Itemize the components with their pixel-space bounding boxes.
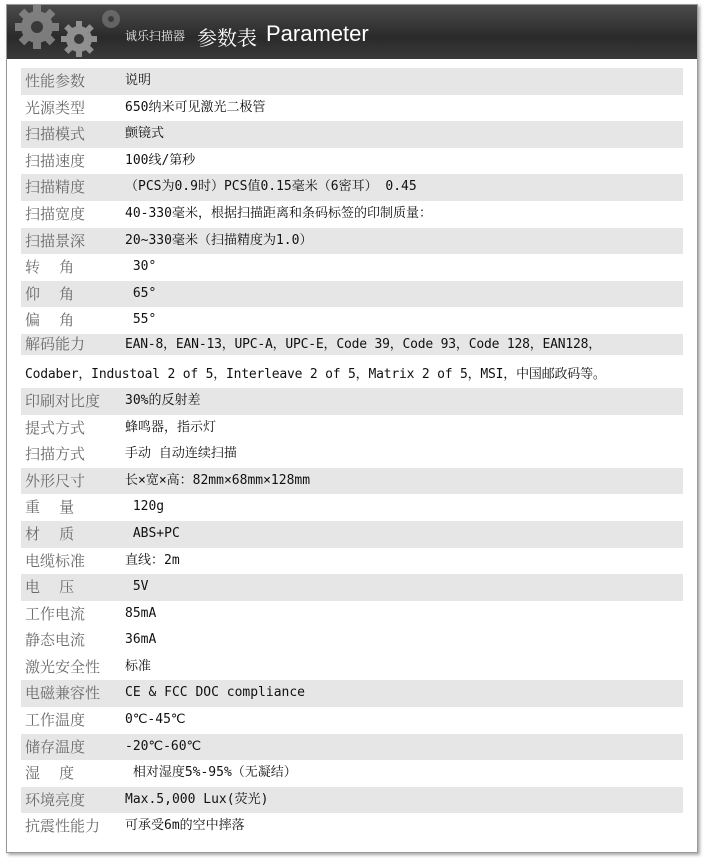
row-value: 85mA — [125, 605, 157, 621]
row-value: （PCS为0.9时）PCS值0.15毫米（6密耳） 0.45 — [125, 179, 417, 195]
row-label: 工作电流 — [25, 604, 86, 623]
row-value: 36mA — [125, 632, 157, 648]
row-label: 湿 度 — [25, 764, 75, 783]
table-row — [21, 415, 683, 442]
table-row — [21, 760, 683, 787]
table-row — [21, 201, 683, 228]
table-row — [21, 254, 683, 281]
row-value: 颤镜式 — [125, 126, 165, 142]
row-label: 扫描模式 — [25, 125, 86, 144]
table-row — [21, 307, 683, 334]
row-value: 20~330毫米（扫描精度为1.0） — [125, 232, 313, 248]
row-label: 扫描方式 — [25, 445, 86, 464]
row-label: 工作温度 — [25, 711, 86, 730]
row-label: 提式方式 — [25, 418, 86, 437]
table-row — [21, 654, 683, 681]
row-label: 重 量 — [25, 498, 75, 517]
table-row — [21, 494, 683, 521]
row-value: 30%的反射差 — [125, 392, 201, 408]
row-value: 说明 — [125, 73, 152, 88]
row-value: 100线/第秒 — [125, 152, 196, 168]
title-english: Parameter — [266, 21, 369, 46]
table-row — [21, 388, 683, 415]
row-value: 标准 — [125, 658, 152, 674]
brand-name: 诚乐扫描器 — [125, 29, 186, 43]
row-value: 40-330毫米，根据扫描距离和条码标签的印制质量： — [125, 205, 432, 221]
row-value: 手动 自动连续扫描 — [125, 446, 237, 462]
row-label: 激光安全性 — [25, 657, 101, 676]
row-label: 材 质 — [25, 524, 75, 543]
row-value: Max.5,000 Lux(荧光) — [125, 791, 269, 807]
table-row — [21, 174, 683, 201]
row-value: 65° — [125, 285, 157, 301]
row-value: 120g — [125, 499, 165, 515]
row-value: 30° — [125, 259, 157, 275]
table-row — [21, 734, 683, 761]
row-label: 电 压 — [25, 578, 75, 597]
row-value: 5V — [125, 579, 149, 595]
table-row — [21, 787, 683, 814]
row-label: 外形尺寸 — [25, 471, 86, 490]
row-value: 650纳米可见激光二极管 — [125, 99, 266, 115]
row-label: 扫描景深 — [25, 231, 86, 250]
table-row — [21, 627, 683, 654]
row-value: ABS+PC — [125, 525, 180, 541]
row-value: 长×宽×高：82mm×68mm×128mm — [125, 472, 311, 488]
row-label: 扫描精度 — [25, 178, 86, 197]
row-value: 可承受6m的空中摔落 — [125, 818, 245, 834]
row-label: 环境亮度 — [25, 790, 86, 809]
row-value: 蜂鸣器，指示灯 — [125, 419, 217, 435]
parameter-table — [21, 68, 683, 840]
parameter-sheet — [6, 4, 698, 853]
row-label: 仰 角 — [25, 284, 75, 303]
table-row — [21, 95, 683, 122]
row-value: 55° — [125, 312, 157, 328]
row-value: 相对湿度5%-95%（无凝结） — [125, 765, 297, 781]
table-row — [21, 148, 683, 175]
row-label: 性能参数 — [25, 72, 86, 90]
row-value: EAN-8，EAN-13，UPC-A，UPC-E，Code 39，Code 93，Code 128，EAN128， — [125, 336, 602, 352]
table-row — [21, 68, 683, 95]
header-banner — [7, 5, 697, 59]
table-row — [21, 228, 683, 255]
table-row — [21, 468, 683, 495]
title-chinese: 参数表 — [197, 26, 257, 50]
row-label: 储存温度 — [25, 737, 86, 756]
table-row — [21, 548, 683, 575]
row-label: 扫描宽度 — [25, 204, 86, 223]
row-label: 抗震性能力 — [25, 817, 101, 836]
row-label: 印刷对比度 — [25, 391, 101, 410]
row-value-continued: Codaber，Industoal 2 of 5，Interleave 2 of 5，Matrix 2 of 5，MSI，中国邮政码等。 — [25, 366, 606, 382]
table-row — [21, 813, 683, 840]
table-row — [21, 601, 683, 628]
table-row — [21, 680, 683, 707]
row-value: -20℃-60℃ — [125, 738, 202, 754]
row-value: 0℃-45℃ — [125, 712, 186, 728]
table-row — [21, 121, 683, 148]
table-row — [21, 334, 683, 388]
row-label: 偏 角 — [25, 311, 75, 330]
row-label: 扫描速度 — [25, 151, 86, 170]
row-label: 静态电流 — [25, 631, 86, 650]
row-label: 电磁兼容性 — [25, 684, 101, 703]
table-row — [21, 574, 683, 601]
row-label: 电缆标准 — [25, 551, 86, 570]
row-value: 直线：2m — [125, 552, 180, 568]
table-row — [21, 521, 683, 548]
row-label: 解码能力 — [25, 334, 86, 353]
table-row — [21, 281, 683, 308]
table-row — [21, 441, 683, 468]
row-label: 光源类型 — [25, 98, 86, 117]
row-label: 转 角 — [25, 258, 75, 277]
row-value: CE & FCC DOC compliance — [125, 685, 306, 701]
table-row — [21, 707, 683, 734]
